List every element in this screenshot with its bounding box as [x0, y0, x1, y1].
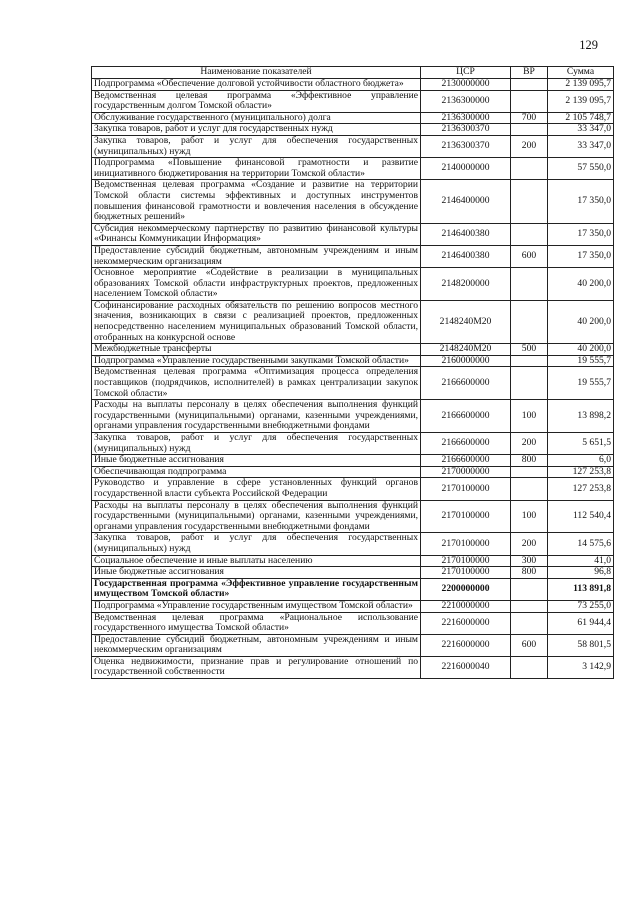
table-row — [92, 300, 614, 343]
row-csr: 2170100000 — [421, 533, 511, 555]
row-name: Ведомственная целевая программа «Рациональное использование государственного имущества Томской области» — [92, 612, 421, 634]
header-csr: ЦСР — [421, 67, 511, 79]
row-csr: 2136300370 — [421, 124, 511, 136]
table-row — [92, 79, 614, 91]
row-name: Обслуживание государственного (муниципального) долга — [92, 112, 421, 124]
table-row — [92, 634, 614, 656]
row-vr — [511, 367, 548, 400]
row-csr: 2146400380 — [421, 245, 511, 267]
row-sum: 14 575,6 — [548, 533, 614, 555]
row-vr — [511, 600, 548, 612]
row-vr: 200 — [511, 533, 548, 555]
table-row — [92, 367, 614, 400]
table-row — [92, 478, 614, 500]
row-vr — [511, 79, 548, 91]
row-csr: 2170100000 — [421, 567, 511, 579]
table-row — [92, 180, 614, 223]
row-name: Ведомственная целевая программа «Эффективное управление государственным долгом Томской области» — [92, 90, 421, 112]
row-vr — [511, 300, 548, 343]
row-vr — [511, 612, 548, 634]
row-name: Обеспечивающая подпрограмма — [92, 466, 421, 478]
row-name: Расходы на выплаты персоналу в целях обеспечения выполнения функций государственными (муниципальными) органами, казенными учреждениями, органами управления государственными внебюджетными фондами — [92, 500, 421, 533]
row-sum: 17 350,0 — [548, 245, 614, 267]
table-row — [92, 555, 614, 567]
row-csr: 2146400380 — [421, 223, 511, 245]
row-sum: 2 105 748,7 — [548, 112, 614, 124]
row-csr: 2166600000 — [421, 433, 511, 455]
table-row — [92, 344, 614, 356]
row-vr — [511, 656, 548, 678]
row-vr — [511, 223, 548, 245]
row-csr: 2166600000 — [421, 455, 511, 467]
row-vr — [511, 158, 548, 180]
row-sum: 112 540,4 — [548, 500, 614, 533]
row-vr — [511, 124, 548, 136]
row-sum: 17 350,0 — [548, 180, 614, 223]
row-name: Предоставление субсидий бюджетным, автономным учреждениям и иным некоммерческим организациям — [92, 634, 421, 656]
row-sum: 73 255,0 — [548, 600, 614, 612]
row-sum: 2 139 095,7 — [548, 90, 614, 112]
row-vr: 500 — [511, 344, 548, 356]
row-sum: 5 651,5 — [548, 433, 614, 455]
table-row — [92, 433, 614, 455]
table-row — [92, 500, 614, 533]
row-sum: 61 944,4 — [548, 612, 614, 634]
row-sum: 41,0 — [548, 555, 614, 567]
row-vr — [511, 355, 548, 367]
row-name: Межбюджетные трансферты — [92, 344, 421, 356]
table-row — [92, 245, 614, 267]
row-csr: 2140000000 — [421, 158, 511, 180]
row-sum: 19 555,7 — [548, 355, 614, 367]
row-vr — [511, 478, 548, 500]
row-name: Подпрограмма «Управление государственными закупками Томской области» — [92, 355, 421, 367]
row-csr: 2170100000 — [421, 555, 511, 567]
table-row — [92, 455, 614, 467]
row-name: Закупка товаров, работ и услуг для государственных нужд — [92, 124, 421, 136]
table-header-row — [92, 67, 614, 79]
table-row — [92, 656, 614, 678]
row-csr: 2136300370 — [421, 135, 511, 157]
row-csr: 2166600000 — [421, 367, 511, 400]
row-name: Ведомственная целевая программа «Создание и развитие на территории Томской области системы эффективных и доступных инструментов повышения финансовой грамотности и вовлечения населения в обсуждение бюджетных решений» — [92, 180, 421, 223]
row-sum: 40 200,0 — [548, 300, 614, 343]
row-vr: 800 — [511, 455, 548, 467]
header-sum: Сумма — [548, 67, 614, 79]
row-name: Закупка товаров, работ и услуг для обеспечения государственных (муниципальных) нужд — [92, 533, 421, 555]
table-row — [92, 158, 614, 180]
row-sum: 127 253,8 — [548, 466, 614, 478]
row-name: Закупка товаров, работ и услуг для обеспечения государственных (муниципальных) нужд — [92, 433, 421, 455]
row-sum: 40 200,0 — [548, 344, 614, 356]
row-sum: 3 142,9 — [548, 656, 614, 678]
budget-table — [91, 66, 614, 679]
row-vr: 100 — [511, 400, 548, 433]
row-vr — [511, 90, 548, 112]
table-row — [92, 135, 614, 157]
table-row — [92, 90, 614, 112]
row-vr: 600 — [511, 634, 548, 656]
table-row — [92, 124, 614, 136]
row-vr — [511, 578, 548, 600]
row-name: Софинансирование расходных обязательств по решению вопросов местного значения, возникающих в связи с реализацией проектов, предложенных непосредственно населением муниципальных образований Томской области, отобранных на конкурсной основе — [92, 300, 421, 343]
row-csr: 2136300000 — [421, 90, 511, 112]
row-csr: 2160000000 — [421, 355, 511, 367]
table-row — [92, 612, 614, 634]
table-body — [92, 79, 614, 679]
row-name: Социальное обеспечение и иные выплаты населению — [92, 555, 421, 567]
row-vr: 300 — [511, 555, 548, 567]
row-vr: 200 — [511, 135, 548, 157]
row-csr: 2130000000 — [421, 79, 511, 91]
page-number: 129 — [579, 38, 598, 52]
row-vr: 200 — [511, 433, 548, 455]
row-name: Иные бюджетные ассигнования — [92, 567, 421, 579]
row-csr: 2216000040 — [421, 656, 511, 678]
row-csr: 2146400000 — [421, 180, 511, 223]
row-csr: 2136300000 — [421, 112, 511, 124]
row-sum: 13 898,2 — [548, 400, 614, 433]
row-vr — [511, 466, 548, 478]
table-row — [92, 600, 614, 612]
row-sum: 40 200,0 — [548, 268, 614, 301]
row-csr: 2216000000 — [421, 612, 511, 634]
row-sum: 17 350,0 — [548, 223, 614, 245]
row-name: Руководство и управление в сфере установленных функций органов государственной власти субъекта Российской Федерации — [92, 478, 421, 500]
row-name: Предоставление субсидий бюджетным, автономным учреждениям и иным некоммерческим организациям — [92, 245, 421, 267]
table-row — [92, 466, 614, 478]
row-name: Подпрограмма «Обеспечение долговой устойчивости областного бюджета» — [92, 79, 421, 91]
row-sum: 57 550,0 — [548, 158, 614, 180]
row-sum: 96,8 — [548, 567, 614, 579]
row-csr: 2170100000 — [421, 478, 511, 500]
table-row — [92, 355, 614, 367]
row-name: Подпрограмма «Повышение финансовой грамотности и развитие инициативного бюджетирования на территории Томской области» — [92, 158, 421, 180]
row-sum: 33 347,0 — [548, 135, 614, 157]
row-sum: 19 555,7 — [548, 367, 614, 400]
table-row — [92, 578, 614, 600]
row-csr: 2148200000 — [421, 268, 511, 301]
table-row — [92, 223, 614, 245]
row-name: Субсидия некоммерческому партнерству по развитию финансовой культуры «Финансы Коммуникации Информация» — [92, 223, 421, 245]
row-csr: 2148240M20 — [421, 344, 511, 356]
row-name: Иные бюджетные ассигнования — [92, 455, 421, 467]
row-name: Подпрограмма «Управление государственным имуществом Томской области» — [92, 600, 421, 612]
row-sum: 6,0 — [548, 455, 614, 467]
row-sum: 113 891,8 — [548, 578, 614, 600]
row-csr: 2170100000 — [421, 500, 511, 533]
table-row — [92, 533, 614, 555]
table-row — [92, 268, 614, 301]
row-vr: 700 — [511, 112, 548, 124]
row-csr: 2200000000 — [421, 578, 511, 600]
row-sum: 2 139 095,7 — [548, 79, 614, 91]
row-vr: 100 — [511, 500, 548, 533]
table-row — [92, 112, 614, 124]
row-name: Ведомственная целевая программа «Оптимизация процесса определения поставщиков (подрядчиков, исполнителей) в рамках централизации закупок Томской области» — [92, 367, 421, 400]
row-csr: 2210000000 — [421, 600, 511, 612]
header-vr: ВР — [511, 67, 548, 79]
row-vr — [511, 268, 548, 301]
row-name: Основное мероприятие «Содействие в реализации в муниципальных образованиях Томской области инфраструктурных проектов, предложенных населением Томской области» — [92, 268, 421, 301]
table-row — [92, 567, 614, 579]
row-vr: 800 — [511, 567, 548, 579]
row-name: Закупка товаров, работ и услуг для обеспечения государственных (муниципальных) нужд — [92, 135, 421, 157]
row-name: Оценка недвижимости, признание прав и регулирование отношений по государственной собственности — [92, 656, 421, 678]
row-csr: 2166600000 — [421, 400, 511, 433]
row-vr: 600 — [511, 245, 548, 267]
row-csr: 2216000000 — [421, 634, 511, 656]
header-name: Наименование показателей — [92, 67, 421, 79]
row-sum: 58 801,5 — [548, 634, 614, 656]
row-name: Государственная программа «Эффективное управление государственным имуществом Томской области» — [92, 578, 421, 600]
row-sum: 127 253,8 — [548, 478, 614, 500]
row-sum: 33 347,0 — [548, 124, 614, 136]
row-csr: 2148240M20 — [421, 300, 511, 343]
row-vr — [511, 180, 548, 223]
row-csr: 2170000000 — [421, 466, 511, 478]
row-name: Расходы на выплаты персоналу в целях обеспечения выполнения функций государственными (муниципальными) органами, казенными учреждениями, органами управления государственными внебюджетными фондами — [92, 400, 421, 433]
table-row — [92, 400, 614, 433]
